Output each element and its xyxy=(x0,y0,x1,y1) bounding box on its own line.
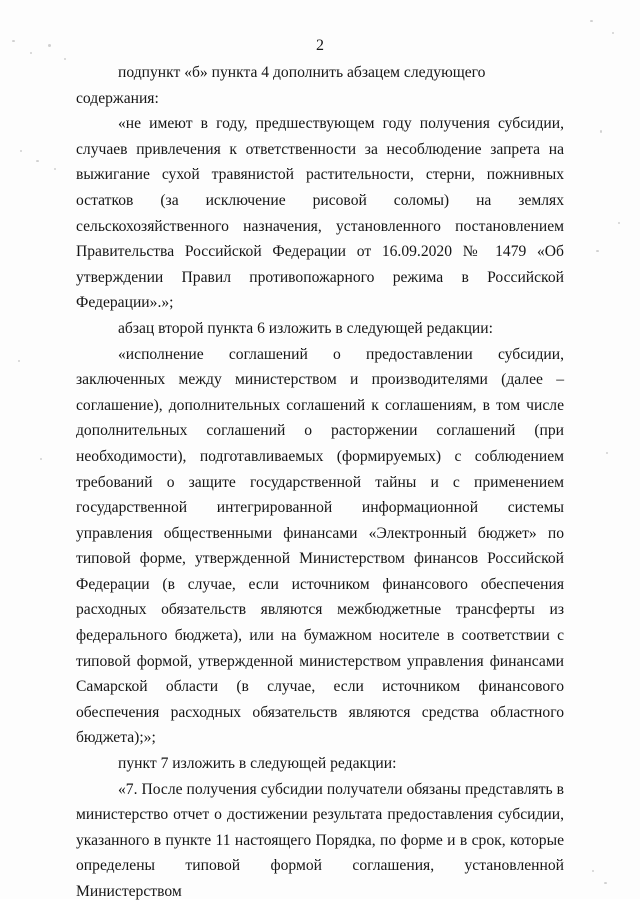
scan-speck xyxy=(612,32,614,34)
paragraph-4: «исполнение соглашений о предоставлении субсидии, заключенных между министерством и производителями (далее – соглашение), дополнительных соглашений к соглашениям, в том числе дополнительных соглашений о расторжении соглашений (при необходимости), подготавливаемых (формируемых) с соблюдением требований о защите государственной тайны и с применением государственной интегрированной информационной системы управления общественными финансами «Электронный бюджет» по типовой форме, утвержденной Министерством финансов Российской Федерации (в случае, если источником финансового обеспечения расходных обязательств являются межбюджетные трансферты из федерального бюджета), или на бумажном носителе в соответствии с типовой формой, утвержденной министерством управления финансами Самарской области (в случае, если источником финансового обеспечения расходных обязательств являются средства областного бюджета);»; xyxy=(76,345,564,747)
scan-speck xyxy=(604,882,607,884)
scan-speck xyxy=(30,52,32,54)
paragraph-5: пункт 7 изложить в следующей редакции: xyxy=(118,755,397,773)
scan-speck xyxy=(18,360,20,362)
paragraph-2: «не имеют в году, предшествующем году получения субсидии, случаев привлечения к ответственности за несоблюдение запрета на выжигание сухой травянистой растительности, стерни, пожнивных остатков (за исключение рисовой соломы) на землях сельскохозяйственного назначения, установленного постановлением Правительства Российской Федерации от 16.09.2020 № 1479 «Об утверждении Правил противопожарного режима в Российской Федерации».»; xyxy=(76,115,564,312)
scan-speck xyxy=(12,40,15,42)
scan-speck xyxy=(596,250,599,252)
scan-speck xyxy=(600,130,602,133)
scan-speck xyxy=(36,160,39,162)
scan-speck xyxy=(618,222,620,224)
scan-speck xyxy=(606,452,608,454)
page-number: 2 xyxy=(316,37,324,54)
scan-speck xyxy=(20,150,22,152)
paragraph-1: подпункт «б» пункта 4 дополнить абзацем следующего содержания: xyxy=(76,64,486,107)
document-body xyxy=(76,60,564,905)
scan-speck xyxy=(592,870,594,872)
scan-speck xyxy=(48,44,51,47)
paragraph-6: «7. После получения субсидии получатели обязаны представлять в министерство отчет о достижении результата предоставления субсидии, указанного в пункте 11 настоящего Порядка, по форме и в срок, которые определены типовой формой соглашения, установленной Министерством xyxy=(76,780,564,900)
paragraph-3: абзац второй пункта 6 изложить в следующей редакции: xyxy=(118,319,493,337)
scan-speck xyxy=(590,20,593,22)
scan-speck xyxy=(54,168,56,170)
scan-speck xyxy=(64,58,66,60)
scan-speck xyxy=(40,458,42,460)
